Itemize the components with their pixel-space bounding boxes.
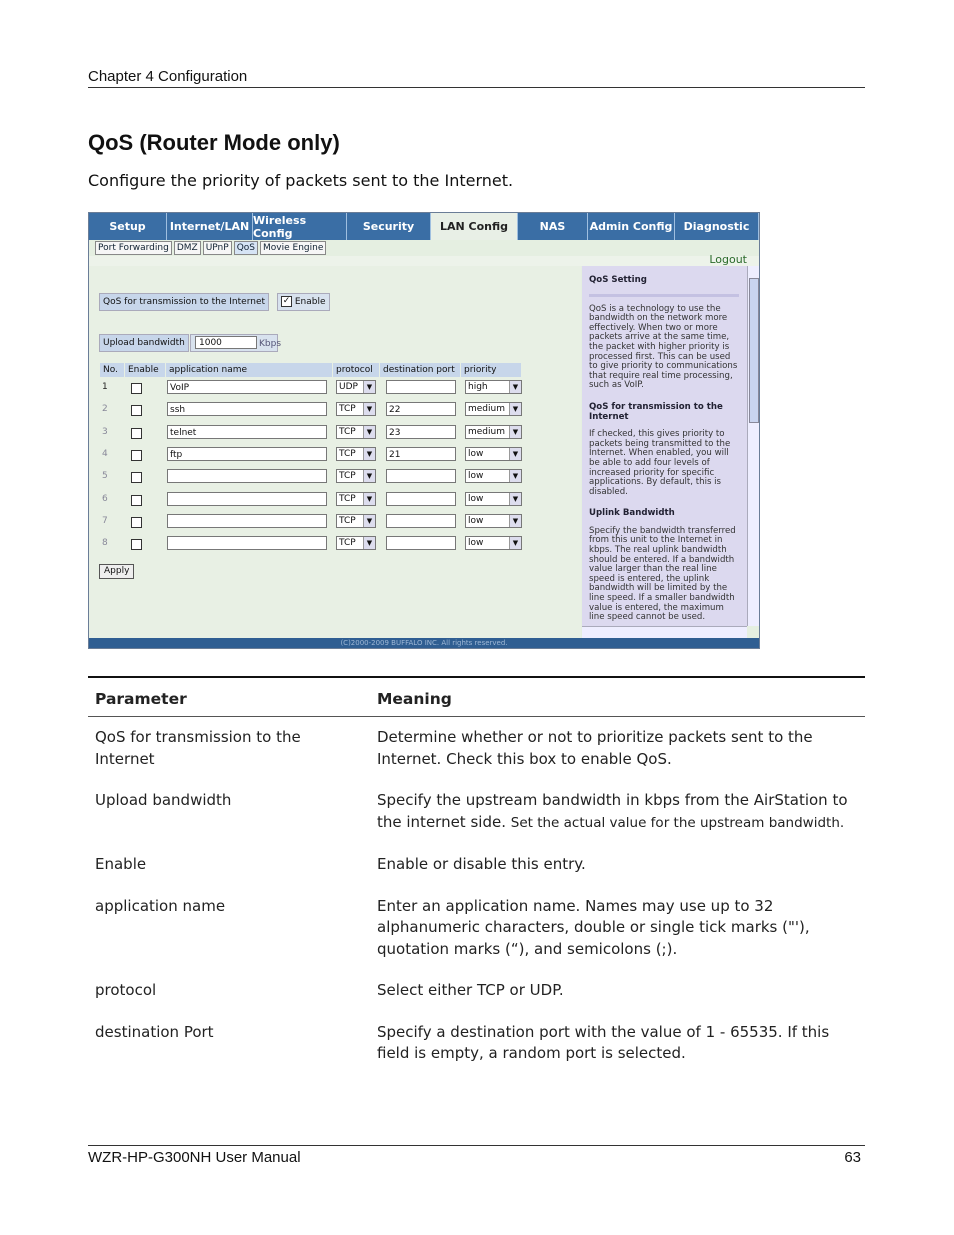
destination-port-input[interactable]: 21 [386, 447, 456, 461]
parameter-row [88, 886, 865, 971]
parameter-meaning-cell [370, 844, 865, 886]
table-row [89, 424, 529, 444]
qos-rules-table [99, 362, 522, 378]
tab-nas[interactable]: NAS [518, 213, 588, 240]
col-enable: Enable [125, 363, 166, 378]
row-number: 3 [102, 426, 108, 437]
destination-port-input[interactable]: 23 [386, 425, 456, 439]
help-heading-qos: QoS for transmission to the Internet [589, 401, 723, 422]
protocol-value: TCP [339, 493, 356, 504]
chevron-down-icon[interactable]: ▼ [509, 493, 521, 505]
chevron-down-icon[interactable]: ▼ [363, 515, 375, 527]
row-number: 4 [102, 448, 108, 459]
protocol-select[interactable] [336, 380, 376, 394]
chevron-down-icon[interactable]: ▼ [509, 448, 521, 460]
content-topline [89, 256, 759, 266]
application-name-input[interactable] [167, 536, 327, 550]
help-panel [582, 266, 747, 640]
destination-port-input[interactable] [386, 514, 456, 528]
parameter-name: destination Port [95, 1022, 214, 1041]
priority-value: low [468, 538, 484, 549]
parameter-row [88, 780, 865, 844]
priority-select[interactable] [465, 492, 522, 506]
chevron-down-icon[interactable]: ▼ [509, 515, 521, 527]
row-enable-checkbox[interactable] [131, 383, 142, 394]
qos-enable-field [277, 293, 330, 311]
subtab-upnp[interactable]: UPnP [203, 241, 232, 255]
col-protocol: protocol [333, 363, 380, 378]
tab-wireless-config[interactable]: Wireless Config [253, 213, 347, 240]
chevron-down-icon[interactable]: ▼ [363, 470, 375, 482]
table-row [89, 535, 529, 555]
qos-transmission-label: QoS for transmission to the Internet [99, 293, 269, 311]
parameter-meaning-cell [370, 970, 865, 1012]
parameter-meaning-note: Set the actual value for the upstream bandwidth. [510, 814, 845, 831]
table-header-row [100, 363, 522, 378]
parameter-row [88, 717, 865, 781]
chevron-down-icon[interactable]: ▼ [509, 403, 521, 415]
subtab-port-forwarding[interactable]: Port Forwarding [95, 241, 172, 255]
row-number: 2 [102, 404, 108, 415]
page-title: QoS (Router Mode only) [88, 130, 340, 155]
destination-port-input[interactable] [386, 536, 456, 550]
protocol-value: TCP [339, 404, 356, 415]
help-divider [589, 294, 739, 297]
row-enable-checkbox[interactable] [131, 405, 142, 416]
col-no: No. [100, 363, 125, 378]
priority-select[interactable] [465, 536, 522, 550]
footer-rule [88, 1145, 865, 1146]
help-intro: QoS is a technology to use the bandwidth on the network more effectively. When two or more packets arrive at the same time, the packet with higher priority is processed first. This can be used to give priority to communications that require real time processing, such as VoIP. [589, 303, 738, 391]
scroll-thumb[interactable] [749, 278, 759, 423]
tab-admin-config[interactable]: Admin Config [588, 213, 675, 240]
chapter-header: Chapter 4 Configuration [88, 68, 248, 85]
chevron-down-icon[interactable]: ▼ [363, 448, 375, 460]
protocol-value: TCP [339, 471, 356, 482]
application-name-input[interactable] [167, 492, 327, 506]
destination-port-input[interactable] [386, 469, 456, 483]
col-destination-port: destination port [380, 363, 461, 378]
chevron-down-icon[interactable]: ▼ [509, 426, 521, 438]
tab-lan-config[interactable]: LAN Config [431, 213, 518, 240]
upload-bandwidth-label: Upload bandwidth [99, 334, 189, 352]
parameter-name: Upload bandwidth [95, 791, 232, 809]
chevron-down-icon[interactable]: ▼ [363, 537, 375, 549]
parameter-row [88, 1012, 865, 1075]
application-name-input[interactable] [167, 514, 327, 528]
help-vertical-scrollbar[interactable] [747, 266, 760, 626]
row-number: 1 [102, 382, 108, 392]
protocol-value: UDP [339, 382, 358, 392]
parameter-meaning: Determine whether or not to prioritize packets sent to the Internet. Check this box to enable QoS. [377, 728, 813, 768]
application-name-input[interactable]: telnet [167, 425, 327, 439]
help-qos-text: If checked, this gives priority to packets being transmitted to the Internet. When enabled, you will be able to add four levels of increased priority for specific applications. By default, this is disabled. [589, 429, 731, 497]
table-row [89, 513, 529, 533]
parameter-meaning: Enter an application name. Names may use up to 32 alphanumeric characters, double or single tick marks ("'), quotation marks (“), and semicolons (;). [377, 896, 810, 958]
row-enable-checkbox[interactable] [131, 428, 142, 439]
protocol-value: TCP [339, 426, 356, 437]
manual-title: WZR-HP-G300NH User Manual [88, 1149, 301, 1166]
application-name-input[interactable] [167, 469, 327, 483]
qos-enable-label: Enable [294, 297, 326, 307]
protocol-select[interactable] [336, 447, 376, 461]
help-heading-uplink: Uplink Bandwidth [589, 508, 675, 519]
row-number: 6 [102, 493, 108, 504]
priority-select[interactable] [465, 447, 522, 461]
row-number: 7 [102, 515, 108, 526]
page-number: 63 [844, 1149, 861, 1166]
chevron-down-icon[interactable]: ▼ [363, 426, 375, 438]
priority-select[interactable] [465, 380, 522, 394]
tab-diagnostic[interactable]: Diagnostic [675, 213, 759, 240]
table-row [89, 491, 529, 511]
priority-value: low [468, 493, 484, 504]
subtab-movie-engine[interactable]: Movie Engine [260, 241, 326, 255]
protocol-select[interactable] [336, 492, 376, 506]
meaning-header: Meaning [370, 677, 865, 717]
parameter-header: Parameter [88, 677, 370, 717]
parameter-meaning: Specify the upstream bandwidth in kbps from the AirStation to the internet side. [377, 791, 848, 831]
application-name-input[interactable]: ssh [167, 402, 327, 416]
destination-port-input[interactable]: 22 [386, 402, 456, 416]
parameter-meaning-cell [370, 717, 865, 781]
help-uplink-text: Specify the bandwidth transferred from this unit to the Internet in kbps. The real uplink bandwidth should be entered. If a bandwidth value larger than the real line speed is entered, the uplink bandwidth will be limited by the line speed. If a smaller bandwidth value is entered, the maximum line speed cannot be used. [589, 525, 736, 623]
col-application-name: application name [166, 363, 333, 378]
parameter-name: application name [95, 896, 226, 915]
parameter-meaning: Specify a destination port with the value of 1 - 65535. If this field is empty, a random port is selected. [377, 1022, 830, 1062]
chevron-down-icon[interactable]: ▼ [363, 403, 375, 415]
tab-internet-lan[interactable]: Internet/LAN [167, 213, 253, 240]
tab-security[interactable]: Security [347, 213, 431, 240]
priority-select[interactable] [465, 402, 522, 416]
protocol-value: TCP [339, 515, 356, 526]
parameter-name: QoS for transmission to the Internet [95, 728, 301, 768]
upload-bandwidth-input[interactable]: 1000 [195, 336, 257, 349]
qos-form [89, 266, 581, 640]
protocol-select[interactable] [336, 425, 376, 439]
row-number: 8 [102, 538, 108, 549]
application-name-input[interactable]: VoIP [167, 380, 327, 394]
protocol-select[interactable] [336, 536, 376, 550]
protocol-select[interactable] [336, 469, 376, 483]
destination-port-input[interactable] [386, 380, 456, 394]
chevron-down-icon[interactable]: ▼ [363, 381, 375, 393]
protocol-select[interactable] [336, 402, 376, 416]
parameter-name: Enable [95, 855, 147, 873]
sub-tabs [95, 241, 326, 254]
parameter-meaning: Select either TCP or UDP. [377, 981, 564, 999]
row-enable-checkbox[interactable] [131, 450, 142, 461]
parameter-table-body [88, 717, 865, 1075]
col-priority: priority [461, 363, 522, 378]
chevron-down-icon[interactable]: ▼ [509, 470, 521, 482]
protocol-select[interactable] [336, 514, 376, 528]
subtab-dmz[interactable]: DMZ [174, 241, 201, 255]
protocol-value: TCP [339, 448, 356, 459]
priority-value: low [468, 448, 484, 459]
parameter-meaning-cell [370, 1012, 865, 1075]
chevron-down-icon[interactable]: ▼ [509, 381, 521, 393]
upload-unit: Kbps [259, 339, 282, 349]
parameter-meaning: Enable or disable this entry. [377, 855, 586, 873]
copyright-footer: (C)2000-2009 BUFFALO INC. All rights reserved. [89, 638, 759, 648]
destination-port-input[interactable] [386, 492, 456, 506]
subtab-qos[interactable]: QoS [234, 241, 258, 255]
priority-select[interactable] [465, 469, 522, 483]
priority-select[interactable] [465, 514, 522, 528]
parameter-name: protocol [95, 981, 157, 999]
tab-setup[interactable]: Setup [89, 213, 167, 240]
priority-value: low [468, 515, 484, 526]
parameter-meaning-cell [370, 886, 865, 971]
header-rule [88, 87, 865, 88]
qos-enable-checkbox[interactable]: ✓ [282, 296, 291, 306]
row-enable-checkbox[interactable] [131, 539, 142, 550]
row-number: 5 [102, 471, 108, 482]
parameter-meaning-cell [370, 780, 865, 844]
table-row [89, 468, 529, 488]
row-enable-checkbox[interactable] [131, 495, 142, 506]
parameter-table [88, 676, 865, 1075]
parameter-row [88, 970, 865, 1012]
chevron-down-icon[interactable]: ▼ [509, 537, 521, 549]
parameter-row [88, 844, 865, 886]
intro-text: Configure the priority of packets sent to the Internet. [88, 171, 514, 190]
chevron-down-icon[interactable]: ▼ [363, 493, 375, 505]
qos-screenshot [88, 212, 760, 649]
help-title: QoS Setting [589, 275, 647, 285]
logout-link[interactable]: Logout [709, 253, 747, 266]
row-enable-checkbox[interactable] [131, 472, 142, 483]
row-enable-checkbox[interactable] [131, 517, 142, 528]
main-tabs [89, 213, 759, 240]
apply-button[interactable]: Apply [99, 564, 134, 579]
table-row [89, 401, 529, 421]
application-name-input[interactable]: ftp [167, 447, 327, 461]
priority-value: medium [468, 404, 505, 415]
priority-value: low [468, 471, 484, 482]
table-row [89, 379, 529, 399]
priority-select[interactable] [465, 425, 522, 439]
parameter-table-header [88, 677, 865, 717]
priority-value: high [468, 382, 488, 392]
priority-value: medium [468, 426, 505, 437]
table-row [89, 446, 529, 466]
protocol-value: TCP [339, 538, 356, 549]
